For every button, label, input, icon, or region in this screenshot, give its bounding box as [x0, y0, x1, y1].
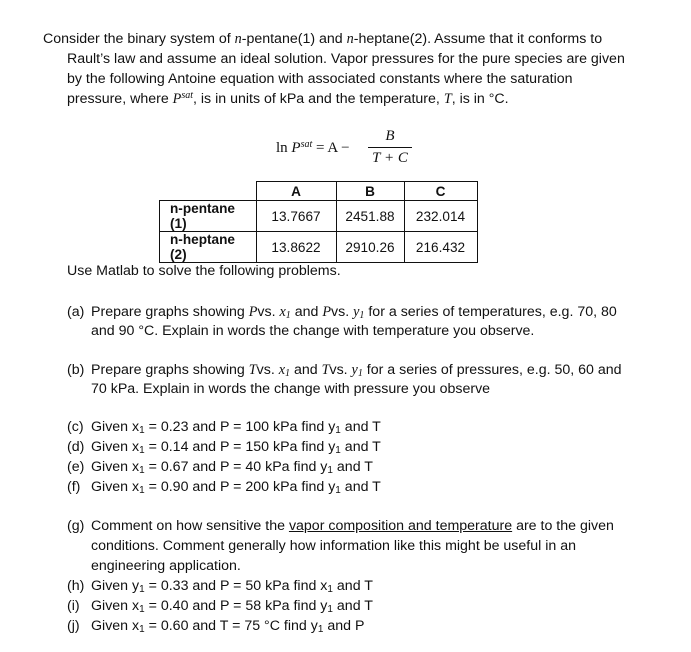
problem-b-line-2: 70 kPa. Explain in words the change with pressure you observe: [91, 381, 491, 397]
text: 1: [327, 584, 333, 595]
intro-line-1: [43, 30, 602, 49]
text: 1: [327, 465, 333, 476]
text: x: [279, 304, 286, 320]
intro-line-3: by the following Antoine equation with associated constants where the saturation: [67, 71, 573, 87]
underlined-text: vapor composition and temperature: [288, 518, 513, 534]
text: T: [321, 362, 330, 378]
text: 1: [285, 368, 291, 379]
denominator: T + C: [372, 150, 408, 166]
text: = 0.40 and P = 58 kPa find y: [144, 598, 328, 614]
text: 1: [139, 445, 145, 456]
text: T: [443, 91, 452, 107]
text: 1: [335, 425, 341, 436]
problem-g-line-3: engineering application.: [91, 558, 241, 574]
text: y: [351, 362, 358, 378]
text: P: [172, 91, 182, 107]
text: Given x: [91, 439, 140, 455]
text: x: [278, 362, 286, 378]
text: 1: [139, 624, 145, 635]
text: vs.: [256, 362, 279, 378]
text: = 0.67 and P = 40 kPa find y: [144, 459, 328, 475]
text: vs.: [329, 362, 352, 378]
text: 1: [139, 485, 145, 496]
table-header: A: [256, 182, 336, 201]
problem-h: [67, 577, 373, 596]
table-header: B: [336, 182, 404, 201]
text: = A −: [312, 140, 350, 156]
problem-label: (c): [67, 419, 84, 435]
text: sat: [300, 139, 313, 150]
text: Given x: [91, 598, 140, 614]
text: pressure, where: [67, 91, 173, 107]
table-row: [160, 201, 478, 232]
text: 1: [359, 310, 365, 321]
text: and T: [332, 578, 373, 594]
text: = 0.90 and P = 200 kPa find y: [144, 479, 336, 495]
problem-g-line-2: conditions. Comment generally how information like this might be useful in an: [91, 538, 576, 554]
text: Given x: [91, 618, 140, 634]
text: Given x: [91, 479, 140, 495]
table-row: [160, 232, 478, 263]
fraction-bar: [368, 147, 412, 148]
problem-g-line-1: [67, 517, 614, 536]
problem-a-line-1: [67, 303, 617, 322]
text: Prepare graphs showing: [91, 362, 249, 378]
table-cell: 13.7667: [256, 201, 336, 232]
equation-lhs: [276, 140, 350, 157]
text: and T: [332, 459, 373, 475]
text: = 0.33 and P = 50 kPa find x: [144, 578, 328, 594]
text: 1: [139, 425, 145, 436]
text: = 0.60 and T = 75 °C find y: [144, 618, 318, 634]
problem-b-line-1: [67, 361, 622, 380]
text: P: [322, 304, 332, 320]
text: -pentane(1) and: [241, 31, 347, 47]
problem-label: (e): [67, 459, 85, 475]
text: P: [248, 304, 258, 320]
problem-label: (d): [67, 439, 85, 455]
text: and: [290, 304, 323, 320]
text: and: [290, 362, 322, 378]
intro-line-2: Rault’s law and assume an ideal solution. Vapor pressures for the pure species are given: [67, 51, 625, 67]
problem-label: (j): [67, 618, 80, 634]
text: Given x: [91, 419, 140, 435]
table-cell: 232.014: [404, 201, 477, 232]
text: n: [346, 31, 354, 47]
text: , is in units of kPa and the temperature,: [193, 91, 444, 107]
text: y: [353, 304, 360, 320]
text: , is in °C.: [451, 91, 509, 107]
problem-f: [67, 478, 381, 497]
text: Given y: [91, 578, 140, 594]
text: = 0.14 and P = 150 kPa find y: [144, 439, 336, 455]
text: 1: [139, 584, 145, 595]
text: ln: [276, 140, 292, 156]
problem-label: (f): [67, 479, 81, 495]
problem-c: [67, 418, 381, 437]
text: 1: [335, 445, 341, 456]
text: and P: [323, 618, 365, 634]
text: Prepare graphs showing: [91, 304, 249, 320]
problem-label: (b): [67, 362, 85, 378]
text: for a series of temperatures, e.g. 70, 80: [364, 304, 617, 320]
problem-a-line-2: and 90 °C. Explain in words the change with temperature you observe.: [91, 323, 535, 339]
table-corner: [160, 182, 257, 201]
text: 1: [335, 485, 341, 496]
table-header-row: [160, 182, 478, 201]
text: sat: [181, 90, 194, 101]
problem-i: [67, 597, 373, 616]
text: for a series of pressures, e.g. 50, 60 and: [362, 362, 622, 378]
text: 1: [357, 368, 363, 379]
table-cell: 2910.26: [336, 232, 404, 263]
text: 1: [139, 604, 145, 615]
text: are to the given: [512, 518, 614, 534]
text: n: [234, 31, 242, 47]
text: -heptane(2). Assume that it conforms to: [353, 31, 603, 47]
text: 1: [285, 310, 291, 321]
psat-symbol: [173, 91, 193, 107]
text: and T: [340, 419, 381, 435]
text: vs.: [257, 304, 280, 320]
text: Consider the binary system of: [43, 31, 235, 47]
numerator: B: [385, 128, 395, 144]
antoine-constants-table: [159, 181, 478, 263]
problem-label: (a): [67, 304, 85, 320]
table-cell: 13.8622: [256, 232, 336, 263]
row-label: n-heptane (2): [160, 232, 257, 263]
text: and T: [340, 479, 381, 495]
problem-label: (i): [67, 598, 80, 614]
table-cell: 216.432: [404, 232, 477, 263]
text: = 0.23 and P = 100 kPa find y: [144, 419, 336, 435]
problem-label: (h): [67, 578, 85, 594]
intro-line-4: [67, 90, 509, 109]
table-cell: 2451.88: [336, 201, 404, 232]
text: P: [291, 140, 301, 156]
text: and T: [340, 439, 381, 455]
row-label: n-pentane (1): [160, 201, 257, 232]
text: Comment on how sensitive the: [91, 518, 289, 534]
table-header: C: [404, 182, 477, 201]
text: 1: [317, 624, 324, 635]
text: T: [248, 362, 257, 378]
problem-e: [67, 458, 373, 477]
text: 1: [327, 604, 333, 615]
antoine-equation: [276, 128, 426, 172]
problem-j: [67, 617, 364, 636]
instruction: Use Matlab to solve the following problems.: [67, 263, 341, 279]
equation-fraction: [368, 128, 412, 167]
problem-label: (g): [67, 518, 85, 534]
text: and T: [332, 598, 373, 614]
problem-d: [67, 438, 381, 457]
text: Given x: [91, 459, 140, 475]
text: vs.: [331, 304, 354, 320]
text: 1: [139, 465, 145, 476]
